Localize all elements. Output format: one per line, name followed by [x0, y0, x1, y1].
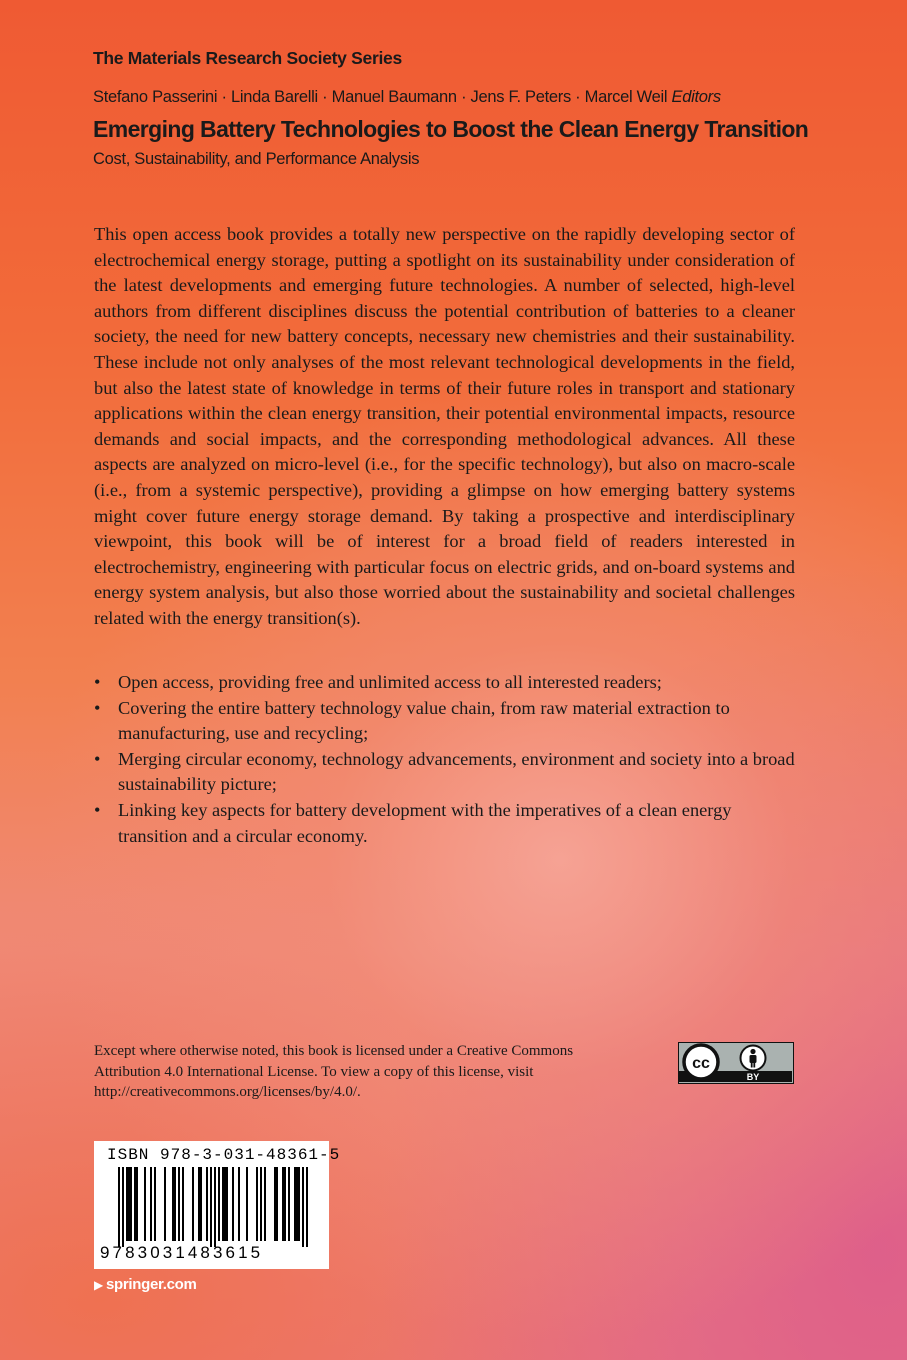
- barcode-bar: [222, 1167, 224, 1241]
- barcode-bar: [226, 1167, 228, 1241]
- barcode-bar: [256, 1167, 258, 1241]
- book-description: This open access book provides a totally new perspective on the rapidly developing sector of electrochemical energy storage, putting a spotlight on its sustainability under consideration of the latest developments and emerging future technologies. A number of selected, high-level authors from different disciplines discuss the potential contribution of batteries to a cleaner society, the need for new battery concepts, necessary new chemistries and their sustainability. These include not only analyses of the most relevant technological developments in the field, but also the latest state of knowledge in terms of their future roles in transport and stationary applications within the clean energy transition, their potential environmental impacts, resource demands and social impacts, and the corresponding methodological advances. All these aspects are analyzed on micro-level (i.e., for the specific technology), but also on macro-scale (i.e., from a systemic perspective), providing a glimpse on how emerging battery systems might cover future energy storage demand. By taking a prospective and interdisciplinary viewpoint, this book will be of interest for a broad field of readers interested in electrochemistry, engineering with particular focus on electric grids, and on-board systems and energy system analysis, but also those worried about the sustainability and societal challenges related with the energy transition(s).: [94, 224, 795, 628]
- play-arrow-icon: ▶: [94, 1278, 103, 1292]
- barcode-bar: [150, 1167, 152, 1241]
- barcode-bar: [214, 1167, 216, 1247]
- feature-item: [94, 670, 795, 696]
- barcode-bar: [210, 1167, 212, 1247]
- barcode-bar: [298, 1167, 300, 1241]
- barcode-bar: [178, 1167, 180, 1241]
- barcode-bar: [282, 1167, 284, 1241]
- feature-item: [94, 798, 795, 849]
- barcode-bar: [118, 1167, 120, 1247]
- barcode-bar: [264, 1167, 266, 1241]
- barcode-bar: [172, 1167, 174, 1241]
- barcode-bar: [134, 1167, 136, 1241]
- barcode-bar: [276, 1167, 278, 1241]
- license-notice: Except where otherwise noted, this book is licensed under a Creative Commons Attribution 4.0 International License. To view a copy of this license, visit http://creativecommons.org/licenses/by/4.0/.: [94, 1043, 574, 1100]
- barcode-bar: [294, 1167, 296, 1241]
- barcode-bar: [218, 1167, 220, 1241]
- barcode-bar: [122, 1167, 124, 1247]
- barcode-bar: [224, 1167, 226, 1241]
- barcode-bar: [274, 1167, 276, 1241]
- barcode-bar: [136, 1167, 138, 1241]
- feature-item: [94, 747, 795, 798]
- attribution-person-icon: [741, 1046, 766, 1071]
- isbn-number: ISBN 978-3-031-48361-5: [107, 1146, 341, 1164]
- barcode-bar: [296, 1167, 298, 1241]
- barcode-bar: [130, 1167, 132, 1241]
- bullet-dot: •: [94, 748, 101, 769]
- barcode-bar: [200, 1167, 202, 1241]
- editors-role: Editors: [671, 88, 721, 106]
- feature-text: Linking key aspects for battery development with the imperatives of a clean energy transition and a circular economy.: [118, 799, 732, 846]
- svg-text:cc: cc: [692, 1055, 710, 1072]
- bullet-dot: •: [94, 672, 101, 692]
- feature-text: Covering the entire battery technology value chain, from raw material extraction to manufacturing, use and recycling;: [118, 697, 730, 744]
- barcode-bar: [306, 1167, 308, 1247]
- publisher-link[interactable]: [94, 1276, 197, 1293]
- barcode-bar: [192, 1167, 194, 1241]
- barcode-bar: [182, 1167, 184, 1241]
- bullet-dot: •: [94, 799, 101, 820]
- book-title: Emerging Battery Technologies to Boost the Clean Energy Transition: [93, 116, 809, 142]
- barcode-digits: 9783031483615: [100, 1243, 264, 1262]
- bullet-dot: •: [94, 697, 101, 718]
- cc-by-license-badge[interactable]: [678, 1042, 794, 1084]
- barcode-bar: [284, 1167, 286, 1241]
- book-subtitle: Cost, Sustainability, and Performance Analysis: [93, 150, 420, 168]
- barcode-bar: [154, 1167, 156, 1241]
- cc-logo-icon: [684, 1045, 718, 1079]
- publisher-url: springer.com: [105, 1276, 197, 1293]
- cc-by-label: BY: [746, 1072, 760, 1082]
- barcode-bar: [288, 1167, 290, 1241]
- barcode-bar: [164, 1167, 166, 1241]
- isbn-barcode: [94, 1141, 341, 1269]
- barcode-bar: [126, 1167, 128, 1241]
- feature-item: [94, 696, 795, 747]
- barcode-bar: [144, 1167, 146, 1241]
- feature-list: [94, 670, 795, 849]
- feature-text: Open access, providing free and unlimited access to all interested readers;: [118, 672, 662, 692]
- editors-line: [93, 88, 721, 107]
- barcode-bar: [128, 1167, 130, 1241]
- barcode-bar: [238, 1167, 240, 1241]
- barcode-bar: [302, 1167, 304, 1247]
- barcode-bar: [174, 1167, 176, 1241]
- feature-text: Merging circular economy, technology advancements, environment and society into a broad sustainability picture;: [118, 748, 795, 795]
- editor-names: Stefano Passerini · Linda Barelli · Manuel Baumann · Jens F. Peters · Marcel Weil: [93, 88, 668, 106]
- barcode-bar: [246, 1167, 248, 1241]
- barcode-bar: [206, 1167, 208, 1241]
- barcode-bar: [198, 1167, 200, 1241]
- series-name: The Materials Research Society Series: [93, 48, 402, 68]
- barcode-bar: [260, 1167, 262, 1241]
- barcode-bar: [232, 1167, 234, 1241]
